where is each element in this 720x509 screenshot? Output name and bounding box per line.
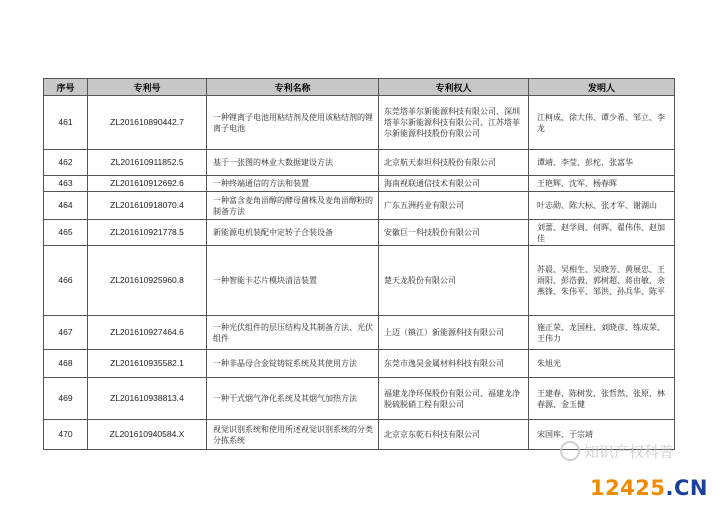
wechat-circle-icon	[560, 441, 580, 461]
row-patent-number: ZL201610918070.4	[88, 192, 207, 220]
row-patent-number: ZL201610938813.4	[88, 378, 207, 420]
header-inventors: 发明人	[529, 79, 675, 96]
table-row	[44, 350, 675, 378]
wechat-watermark	[560, 440, 674, 462]
row-inventors: 江柯成、徐大伟、谭少希、邹立、李龙	[529, 96, 675, 150]
site-logo-dot: .	[665, 476, 674, 500]
row-no: 467	[44, 316, 88, 350]
table-row	[44, 176, 675, 192]
row-patent-name: 一种干式烟气净化系统及其烟气加热方法	[207, 378, 379, 420]
table-row	[44, 316, 675, 350]
row-patentee: 东莞市逸昊金属材料科技有限公司	[379, 350, 529, 378]
row-patent-number: ZL201610890442.7	[88, 96, 207, 150]
row-patent-name: 一种终端通信的方法和装置	[207, 176, 379, 192]
row-inventors: 王建春、陈树发、张哲然、张原、林春源、金玉健	[529, 378, 675, 420]
row-patentee: 福建龙净环保股份有限公司、福建龙净脱硫脱硝工程有限公司	[379, 378, 529, 420]
row-no: 463	[44, 176, 88, 192]
row-patentee: 东莞塔菲尔新能源科技有限公司、深圳塔菲尔新能源科技有限公司、江苏塔菲尔新能源科技股份有限公司	[379, 96, 529, 150]
site-logo-tld: CN	[674, 476, 708, 500]
row-no: 468	[44, 350, 88, 378]
site-logo	[590, 476, 708, 500]
row-patent-number: ZL201610912692.6	[88, 176, 207, 192]
patent-table	[43, 78, 675, 450]
row-patent-name: 一种锂离子电池用粘结剂及使用该粘结剂的锂离子电池	[207, 96, 379, 150]
row-inventors: 苏晨、吴相生、吴晓芳、黄展忠、王雨阳、彭浩毅、郭树超、蒋由敏、余燕锋、朱伟平、邹洪、孙兵华、陈平	[529, 246, 675, 316]
header-patent-name: 专利名称	[207, 79, 379, 96]
site-logo-number: 12425	[589, 476, 666, 500]
row-patent-number: ZL201610925960.8	[88, 246, 207, 316]
row-no: 461	[44, 96, 88, 150]
row-no: 469	[44, 378, 88, 420]
table-row	[44, 192, 675, 220]
row-patentee: 北京京东乾石科技有限公司	[379, 420, 529, 450]
row-patent-name: 一种非晶母合金锭铸锭系统及其使用方法	[207, 350, 379, 378]
row-patent-number: ZL201610911852.5	[88, 150, 207, 176]
header-patent-number: 专利号	[88, 79, 207, 96]
row-no: 466	[44, 246, 88, 316]
row-no: 465	[44, 220, 88, 246]
header-no: 序号	[44, 79, 88, 96]
row-patent-number: ZL201610935582.1	[88, 350, 207, 378]
row-inventors: 谭靖、李莹、彭柁、张富华	[529, 150, 675, 176]
row-patent-number: ZL201610927464.6	[88, 316, 207, 350]
table-row	[44, 96, 675, 150]
row-inventors: 朱旭光	[529, 350, 675, 378]
row-patent-name: 新能源电机装配中定转子合装设备	[207, 220, 379, 246]
row-patent-name: 一种光伏组件的层压结构及其制备方法、光伏组件	[207, 316, 379, 350]
row-no: 464	[44, 192, 88, 220]
row-inventors: 刘蕾、赵学周、何晖、翟伟伟、赵加佳	[529, 220, 675, 246]
row-patentee: 楚天龙股份有限公司	[379, 246, 529, 316]
row-no: 470	[44, 420, 88, 450]
row-patentee: 安徽巨一科技股份有限公司	[379, 220, 529, 246]
header-patentee: 专利权人	[379, 79, 529, 96]
row-no: 462	[44, 150, 88, 176]
row-patent-name: 一种智能卡芯片模块清洁装置	[207, 246, 379, 316]
row-patent-name: 视觉识别系统和使用所述视觉识别系统的分类分拣系统	[207, 420, 379, 450]
row-patent-name: 一种富含麦角甾醇的酵母菌株及麦角甾醇粉的制备方法	[207, 192, 379, 220]
row-inventors: 施正荣、龙国柱、刘晓彦、练成荣、王伟力	[529, 316, 675, 350]
row-patentee: 北京航天泰坦科技股份有限公司	[379, 150, 529, 176]
table-row	[44, 150, 675, 176]
row-patentee: 广东五洲药业有限公司	[379, 192, 529, 220]
row-patent-number: ZL201610921778.5	[88, 220, 207, 246]
row-patentee: 海南视联通信技术有限公司	[379, 176, 529, 192]
table-row	[44, 378, 675, 420]
row-inventors: 王艳辉、沈军、杨春晖	[529, 176, 675, 192]
row-patent-number: ZL201610940584.X	[88, 420, 207, 450]
table-row	[44, 246, 675, 316]
row-patent-name: 基于一张图的林业大数据建设方法	[207, 150, 379, 176]
watermark-text: 知识产权科普	[584, 442, 675, 461]
patent-table-container	[43, 78, 674, 450]
row-inventors: 叶志勋、陈大标、张才军、谢湖山	[529, 192, 675, 220]
table-header-row	[44, 79, 675, 96]
row-inventors: 宋国库、于宗靖	[529, 420, 675, 450]
row-patentee: 上迈（镇江）新能源科技有限公司	[379, 316, 529, 350]
table-row	[44, 220, 675, 246]
